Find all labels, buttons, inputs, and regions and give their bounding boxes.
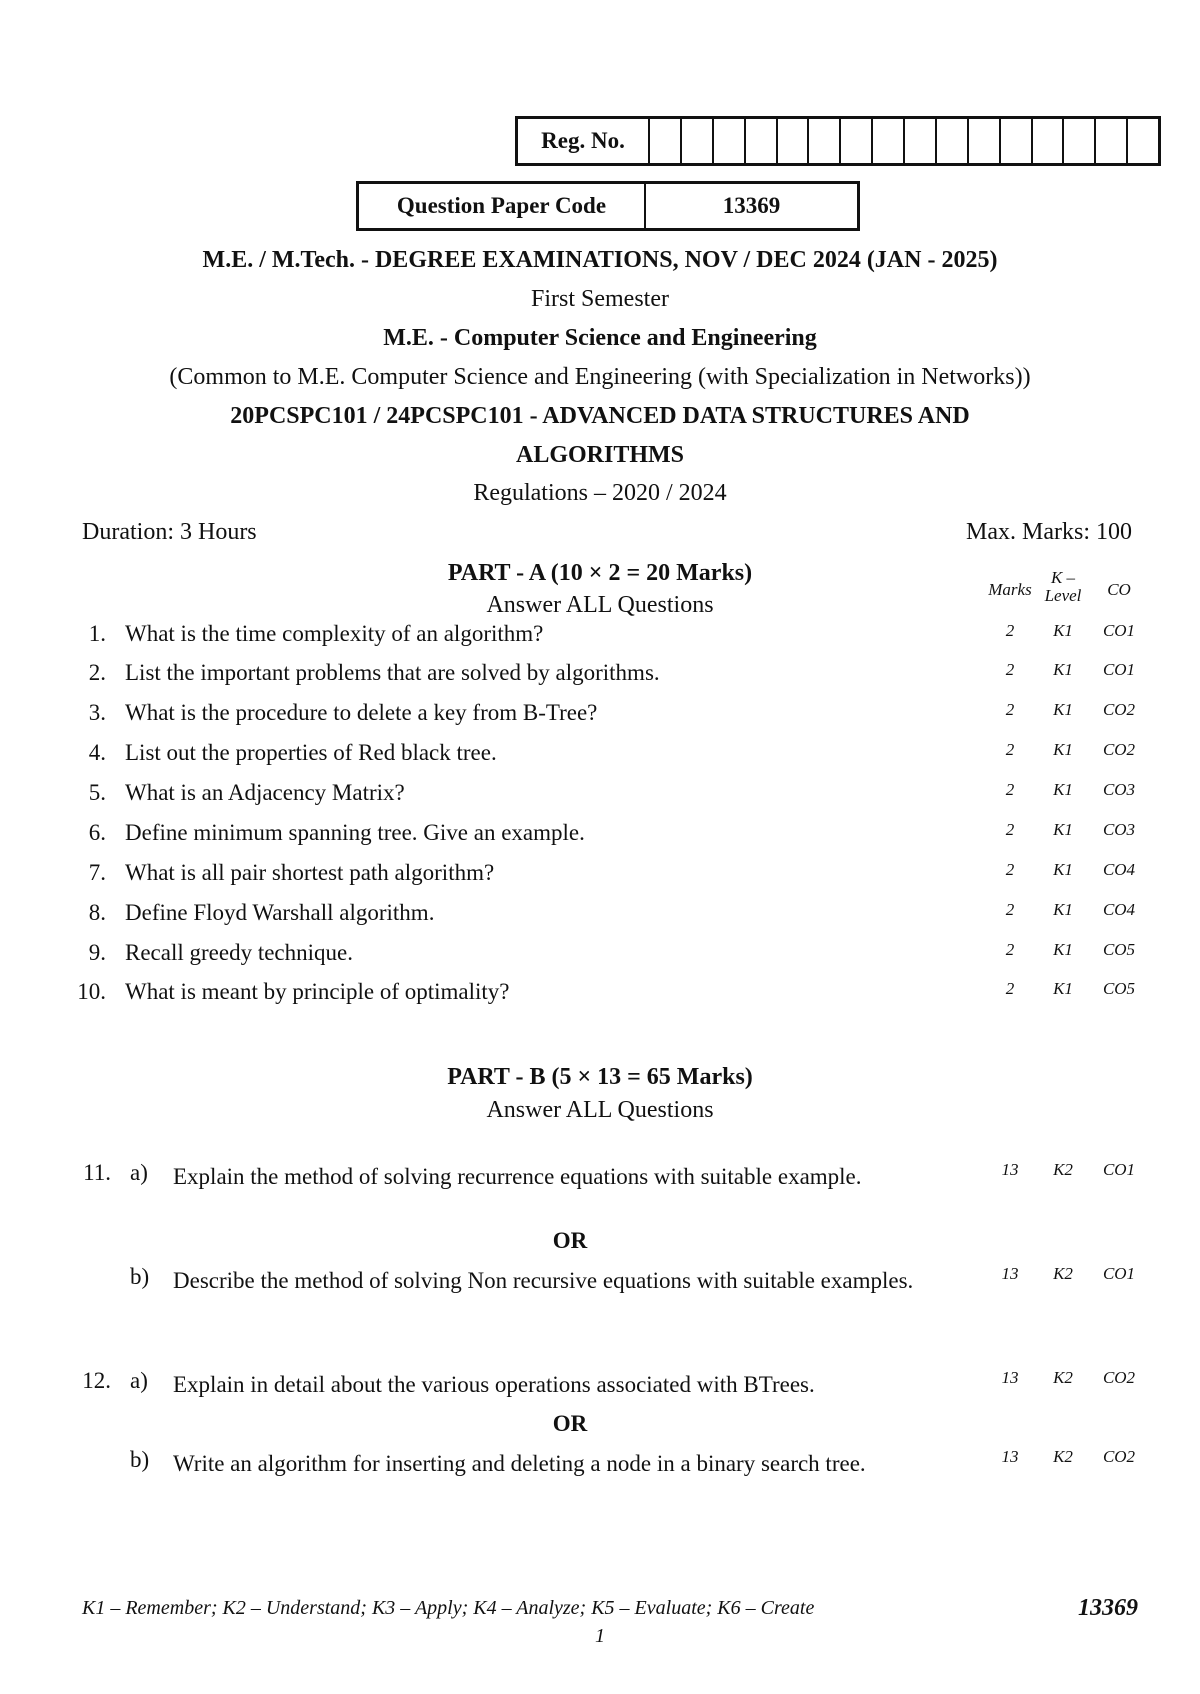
question-k-level: K1 <box>1053 820 1073 839</box>
k-level-legend: K1 – Remember; K2 – Understand; K3 – Apply; K4 – Analyze; K5 – Evaluate; K6 – Create <box>82 1597 815 1619</box>
question-row <box>0 820 1200 858</box>
question-row <box>0 740 1200 778</box>
reg-no-box <box>515 116 1161 166</box>
question-text: Define Floyd Warshall algorithm. <box>125 900 435 925</box>
question-row <box>0 940 1200 978</box>
part-b-question-12b <box>0 1447 1200 1517</box>
part-b-question-11a <box>0 1160 1200 1230</box>
reg-no-cell <box>1033 119 1065 163</box>
reg-no-cells <box>650 119 1158 163</box>
question-k-level: K1 <box>1053 780 1073 799</box>
question-number: 12. <box>82 1368 111 1393</box>
common-to: (Common to M.E. Computer Science and Engineering (with Specialization in Networks)) <box>169 364 1031 390</box>
question-co: CO3 <box>1102 780 1136 799</box>
duration: Duration: 3 Hours <box>82 519 257 545</box>
question-k-level: K1 <box>1053 860 1073 879</box>
question-k-level: K1 <box>1053 940 1073 959</box>
reg-no-cell <box>1128 119 1158 163</box>
question-number: 11. <box>83 1160 111 1185</box>
question-co: CO1 <box>1102 1264 1136 1283</box>
part-b-instruction: Answer ALL Questions <box>486 1097 714 1123</box>
question-row <box>0 860 1200 898</box>
reg-no-cell <box>746 119 778 163</box>
question-k-level: K1 <box>1053 740 1073 759</box>
question-marks: 2 <box>1005 621 1015 640</box>
question-marks: 13 <box>1001 1160 1019 1179</box>
question-marks: 2 <box>1005 900 1015 919</box>
question-text: What is all pair shortest path algorithm? <box>125 860 495 885</box>
question-marks: 2 <box>1005 780 1015 799</box>
question-co: CO2 <box>1102 700 1136 719</box>
reg-no-cell <box>937 119 969 163</box>
question-co: CO1 <box>1102 660 1136 679</box>
reg-no-cell <box>714 119 746 163</box>
reg-no-cell <box>1001 119 1033 163</box>
part-b-question-12a <box>0 1368 1200 1408</box>
question-marks: 2 <box>1005 820 1015 839</box>
question-text: List the important problems that are solved by algorithms. <box>125 660 660 685</box>
programme: M.E. - Computer Science and Engineering <box>383 325 817 351</box>
question-k-level: K2 <box>1053 1447 1073 1466</box>
question-marks: 2 <box>1005 860 1015 879</box>
question-paper-code-value: 13369 <box>722 193 781 218</box>
semester: First Semester <box>531 286 669 312</box>
reg-no-cell <box>778 119 810 163</box>
question-co: CO1 <box>1102 1160 1136 1179</box>
question-marks: 2 <box>1005 979 1015 998</box>
part-b-title: PART - B (5 × 13 = 65 Marks) <box>447 1064 753 1090</box>
reg-no-cell <box>873 119 905 163</box>
question-co: CO5 <box>1102 940 1136 959</box>
question-marks: 2 <box>1005 740 1015 759</box>
page-number: 1 <box>595 1625 605 1647</box>
sub-question-label: b) <box>130 1264 150 1289</box>
question-marks: 13 <box>1001 1368 1019 1387</box>
co-column-header: CO <box>1107 580 1131 599</box>
question-co: CO2 <box>1102 1368 1136 1387</box>
question-co: CO4 <box>1102 900 1136 919</box>
question-k-level: K1 <box>1053 660 1073 679</box>
reg-no-cell <box>841 119 873 163</box>
question-text: What is the time complexity of an algorithm? <box>125 621 544 646</box>
k-level-header-top: K – <box>1050 568 1076 587</box>
sub-question-label: a) <box>130 1160 148 1185</box>
question-text: Describe the method of solving Non recursive equations with suitable examples. <box>173 1268 914 1293</box>
question-marks: 13 <box>1001 1447 1019 1466</box>
part-a-title: PART - A (10 × 2 = 20 Marks) <box>447 560 753 586</box>
regulations: Regulations – 2020 / 2024 <box>473 480 727 506</box>
reg-no-cell <box>905 119 937 163</box>
k-level-column-header <box>1040 569 1086 605</box>
question-k-level: K2 <box>1053 1264 1073 1283</box>
question-text: Define minimum spanning tree. Give an example. <box>125 820 585 845</box>
question-text: Explain the method of solving recurrence equations with suitable example. <box>173 1164 862 1189</box>
question-co: CO4 <box>1102 860 1136 879</box>
question-text: What is an Adjacency Matrix? <box>125 780 405 805</box>
question-number: 3. <box>88 700 106 725</box>
course-title-line1: 20PCSPC101 / 24PCSPC101 - ADVANCED DATA STRUCTURES AND <box>230 403 970 429</box>
question-number: 8. <box>88 900 106 925</box>
question-co: CO1 <box>1102 621 1136 640</box>
question-text: Explain in detail about the various operations associated with BTrees. <box>173 1372 815 1397</box>
question-text: What is meant by principle of optimality? <box>125 979 510 1004</box>
question-number: 1. <box>88 621 106 646</box>
question-row <box>0 700 1200 738</box>
reg-no-cell <box>1096 119 1128 163</box>
question-text: Write an algorithm for inserting and deleting a node in a binary search tree. <box>173 1451 866 1476</box>
question-k-level: K1 <box>1053 700 1073 719</box>
question-k-level: K2 <box>1053 1368 1073 1387</box>
part-a-instruction: Answer ALL Questions <box>486 592 714 618</box>
question-number: 10. <box>77 979 106 1004</box>
question-k-level: K1 <box>1053 621 1073 640</box>
reg-no-cell <box>1064 119 1096 163</box>
reg-no-cell <box>809 119 841 163</box>
reg-no-cell <box>969 119 1001 163</box>
question-k-level: K2 <box>1053 1160 1073 1179</box>
sub-question-label: a) <box>130 1368 148 1393</box>
reg-no-cell <box>682 119 714 163</box>
marks-column-header: Marks <box>988 580 1032 599</box>
question-number: 6. <box>88 820 106 845</box>
footer-paper-code: 13369 <box>1078 1595 1138 1621</box>
question-marks: 2 <box>1005 660 1015 679</box>
k-level-header-bottom: Level <box>1044 586 1082 605</box>
question-marks: 2 <box>1005 700 1015 719</box>
question-row <box>0 621 1200 659</box>
question-co: CO3 <box>1102 820 1136 839</box>
question-number: 7. <box>88 860 106 885</box>
question-row <box>0 660 1200 698</box>
question-co: CO2 <box>1102 1447 1136 1466</box>
question-marks: 13 <box>1001 1264 1019 1283</box>
question-row <box>0 979 1200 1017</box>
course-title-line2: ALGORITHMS <box>515 442 685 468</box>
question-paper-code-box <box>356 181 860 231</box>
or-separator: OR <box>552 1411 588 1436</box>
question-co: CO2 <box>1102 740 1136 759</box>
question-text: What is the procedure to delete a key from B-Tree? <box>125 700 598 725</box>
reg-no-cell <box>650 119 682 163</box>
question-co: CO5 <box>1102 979 1136 998</box>
question-k-level: K1 <box>1053 900 1073 919</box>
question-row <box>0 900 1200 938</box>
part-b-question-11b <box>0 1264 1200 1334</box>
question-text: List out the properties of Red black tree. <box>125 740 497 765</box>
question-number: 5. <box>88 780 106 805</box>
question-marks: 2 <box>1005 940 1015 959</box>
question-row <box>0 780 1200 818</box>
max-marks: Max. Marks: 100 <box>966 519 1132 545</box>
question-number: 9. <box>88 940 106 965</box>
or-separator: OR <box>552 1228 588 1253</box>
question-k-level: K1 <box>1053 979 1073 998</box>
exam-title: M.E. / M.Tech. - DEGREE EXAMINATIONS, NOV / DEC 2024 (JAN - 2025) <box>202 247 998 273</box>
reg-no-label: Reg. No. <box>518 119 650 163</box>
question-number: 2. <box>88 660 106 685</box>
question-text: Recall greedy technique. <box>125 940 353 965</box>
sub-question-label: b) <box>130 1447 150 1472</box>
question-number: 4. <box>88 740 106 765</box>
question-paper-code-label: Question Paper Code <box>359 184 646 228</box>
